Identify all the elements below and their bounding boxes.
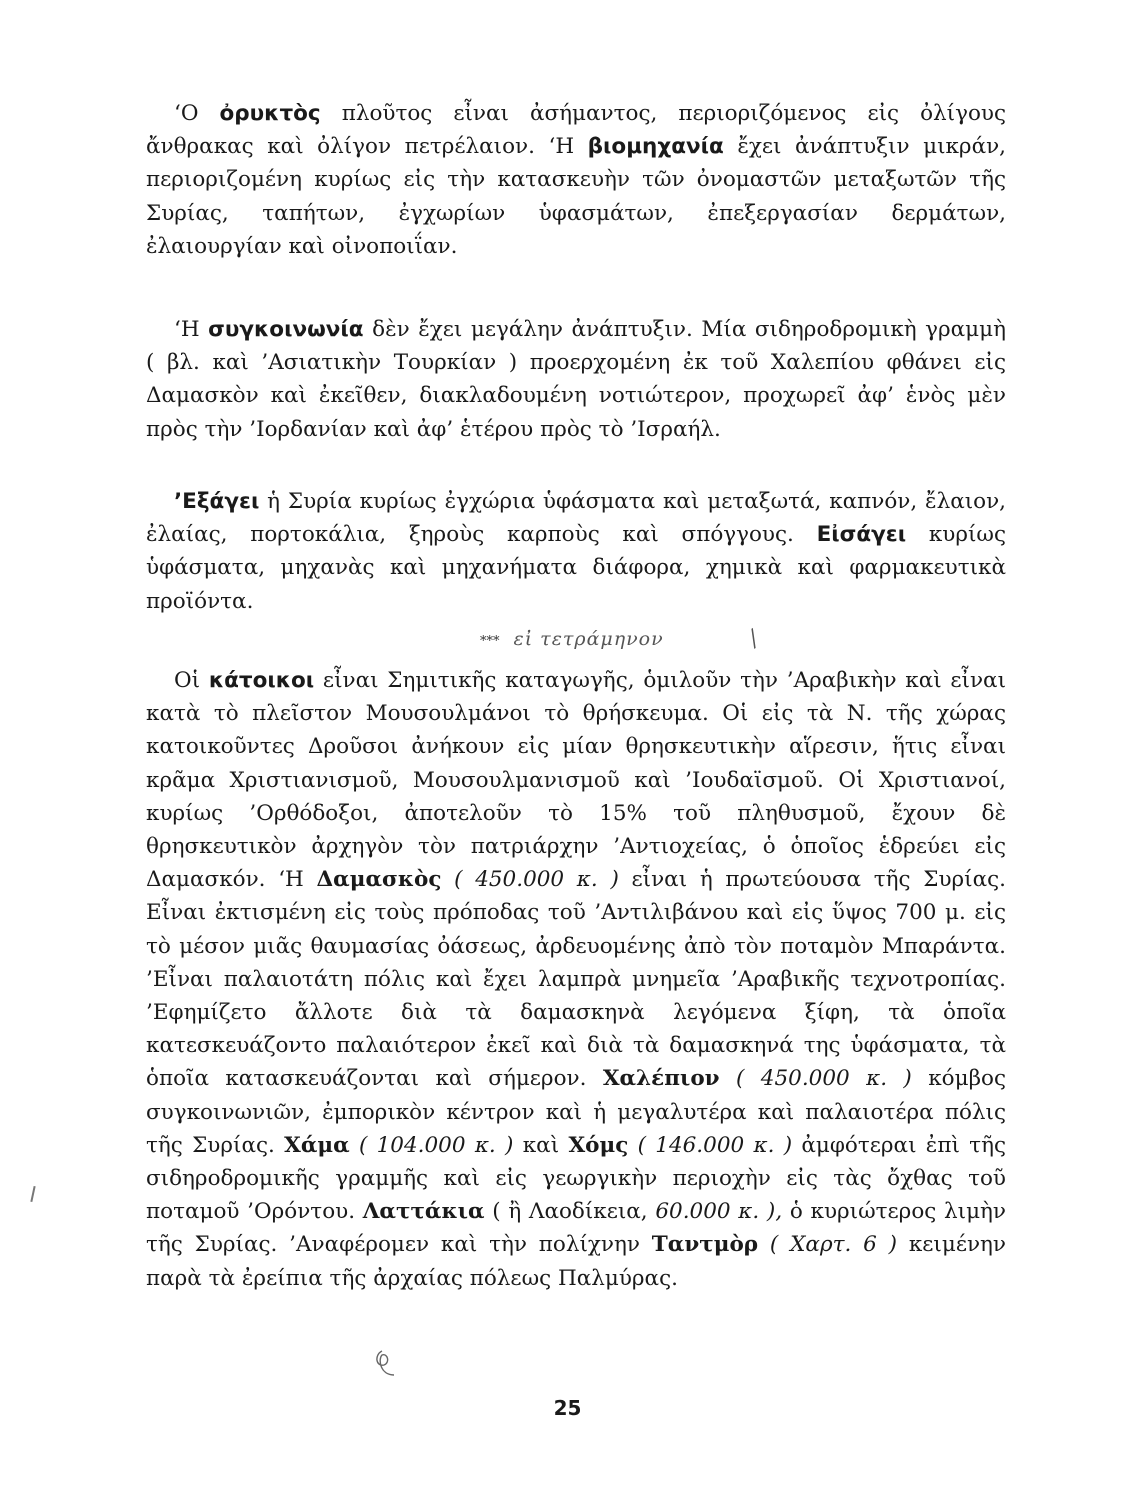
text-run: ἀμφότεραι ἐπὶ τῆς σιδηροδρομικῆς γραμμῆς καὶ εἰς γεωργικὴν περιοχὴν εἰς τὰς ὄχθας τοῦ ποταμοῦ ’Ορόντου. — [146, 1132, 1006, 1225]
text-run: πλοῦτος εἶναι ἀσήμαντος, περιοριζόμενος εἰς ὀλίγους ἄνθρακας καὶ ὀλίγον πετρέλαιον. ‘Η — [146, 101, 1006, 160]
handwritten-end-mark — [368, 1345, 408, 1379]
text-run: καὶ — [513, 1132, 569, 1158]
city-damascus: Δαμασκὸς — [316, 867, 442, 893]
population-aleppo: ( 450.000 κ. ) — [736, 1066, 912, 1092]
text-run: ὁ κυριώτερος λιμὴν τῆς Συρίας. ’Αναφέρομεν καὶ τὴν πολίχνην — [146, 1199, 1006, 1258]
text-run: εἶναι ἡ πρωτεύουσα τῆς Συρίας. Εἶναι ἐκτισμένη εἰς τοὺς πρόποδας τοῦ ’Αντιλιβάνου καὶ εἰς ὕψος 700 μ. εἰς τὸ μέσον μιᾶς θαυμασίας ὀάσεως, ἀρδευομένης ἀπὸ τὸν ποταμὸν Μπαράντα. ’Εἶναι παλαιοτάτη πόλις καὶ ἔχει λαμπρὰ μνημεῖα ’Αραβικῆς τεχνοτροπίας. ’Εφημίζετο ἄλλοτε διὰ τὰ δαμασκηνὰ λεγόμενα ξίφη, τὰ ὁποῖα κατεσκευάζοντο παλαιότερον ἐκεῖ καὶ διὰ τὰ δαμασκηνά της ὑφάσματα, τὰ ὁποῖα κατασκευάζονται καὶ σήμερον. — [146, 867, 1006, 1092]
keyword-industry: βιομηχανία — [587, 134, 724, 160]
handwritten-note: εἰ τετράμηνον — [513, 628, 664, 650]
handwritten-annotation — [480, 625, 765, 652]
keyword-exports: ’Εξάγει — [174, 489, 260, 514]
text-run: ἡ Συρία κυρίως ἐγχώρια ὑφάσματα καὶ μεταξωτά, καπνόν, ἔλαιον, ἐλαίας, πορτοκάλια, ξηροὺς καρποὺς καὶ σπόγγους. — [146, 489, 1006, 548]
text-run: κόμβος συγκοινωνιῶν, ἐμπορικὸν κέντρον καὶ ἡ μεγαλυτέρα καὶ παλαιοτέρα πόλις τῆς Συρίας. — [146, 1066, 1006, 1158]
population-hama: ( 104.000 κ. ) — [358, 1132, 514, 1158]
keyword-mineral-wealth: ὀρυκτὸς — [219, 101, 321, 126]
keyword-transport: συγκοινωνία — [208, 317, 364, 342]
text-run: κειμένην παρὰ τὰ ἐρείπια τῆς ἀρχαίας πόλεως Παλμύρας. — [146, 1232, 1006, 1291]
text-run: ‘Η — [174, 317, 209, 342]
text-run: δὲν ἔχει μεγάλην ἀνάπτυξιν. Μία σιδηροδρομικὴ γραμμὴ ( βλ. καὶ ’Ασιατικὴν Τουρκίαν ) προερχομένη ἐκ τοῦ Χαλεπίου φθάνει εἰς Δαμασκὸν καὶ ἐκεῖθεν, διακλαδουμένη νοτιώτερον, προχωρεῖ ἀφ’ ἑνὸς μὲν πρὸς τὴν ’Ιορδανίαν καὶ ἀφ’ ἑτέρου πρὸς τὸ ’Ισραήλ. — [146, 317, 1006, 442]
population-homs: ( 146.000 κ. ) — [637, 1132, 793, 1158]
text-run: Οἱ — [174, 668, 209, 693]
city-aleppo: Χαλέπιον — [602, 1066, 720, 1092]
margin-pencil-mark — [30, 1186, 35, 1202]
text-run: ἔχει ἀνάπτυξιν μικράν, περιοριζομένη κυρίως εἰς τὴν κατασκευὴν τῶν ὀνομαστῶν μεταξωτῶν τῆς Συρίας, ταπήτων, ἐγχωρίων ὑφασμάτων, ἐπεξεργασίαν δερμάτων, ἐλαιουργίαν καὶ οἰνοποιΐαν. — [146, 134, 1006, 259]
text-run: εἶναι Σημιτικῆς καταγωγῆς, ὁμιλοῦν τὴν ’Αραβικὴν καὶ εἶναι κατὰ τὸ πλεῖστον Μουσουλμάνοι τὸ θρήσκευμα. Οἱ εἰς τὰ Ν. τῆς χώρας κατοικοῦντες Δροῦσοι ἀνήκουν εἰς μίαν θρησκευτικὴν αἵρεσιν, ἥτις εἶναι κρᾶμα Χριστιανισμοῦ, Μουσουλμανισμοῦ καὶ ’Ιουδαϊσμοῦ. Οἱ Χριστιανοί, κυρίως ’Ορθόδοξοι, ἀποτελοῦν τὸ 15% τοῦ πληθυσμοῦ, ἔχουν δὲ θρησκευτικὸν ἀρχηγὸν τὸν πατριάρχην ’Αντιοχείας, ὁ ὁποῖος ἑδρεύει εἰς Δαμασκόν. ‘Η — [146, 668, 1007, 893]
map-reference: ( Χαρτ. 6 ) — [769, 1232, 898, 1258]
paragraph-transport — [146, 313, 1006, 446]
paragraph-trade — [146, 485, 1006, 618]
city-tadmur: Ταντμὸρ — [651, 1232, 759, 1258]
city-latakia: Λαττάκια — [362, 1199, 485, 1225]
population-latakia: 60.000 κ. ), — [655, 1199, 783, 1225]
keyword-inhabitants: κάτοικοι — [208, 668, 315, 693]
pen-swash-mark: / — [743, 625, 765, 652]
city-hama: Χάμα — [284, 1132, 350, 1158]
page-number: 25 — [553, 1396, 582, 1420]
asterisks-mark: *** — [480, 634, 500, 649]
keyword-imports: Εἰσάγει — [816, 522, 907, 548]
city-homs: Χόμς — [568, 1132, 629, 1158]
text-run: ‘Ο — [174, 101, 220, 126]
population-damascus: ( 450.000 κ. ) — [454, 867, 619, 893]
text-run: ( ἢ Λαοδίκεια, — [484, 1199, 656, 1225]
paragraph-mineral-industry — [146, 97, 1006, 263]
text-run: κυρίως ὑφάσματα, μηχανὰς καὶ μηχανήματα διάφορα, χημικὰ καὶ φαρμακευτικὰ προϊόντα. — [146, 522, 1007, 614]
paragraph-inhabitants-cities — [146, 664, 1006, 1295]
